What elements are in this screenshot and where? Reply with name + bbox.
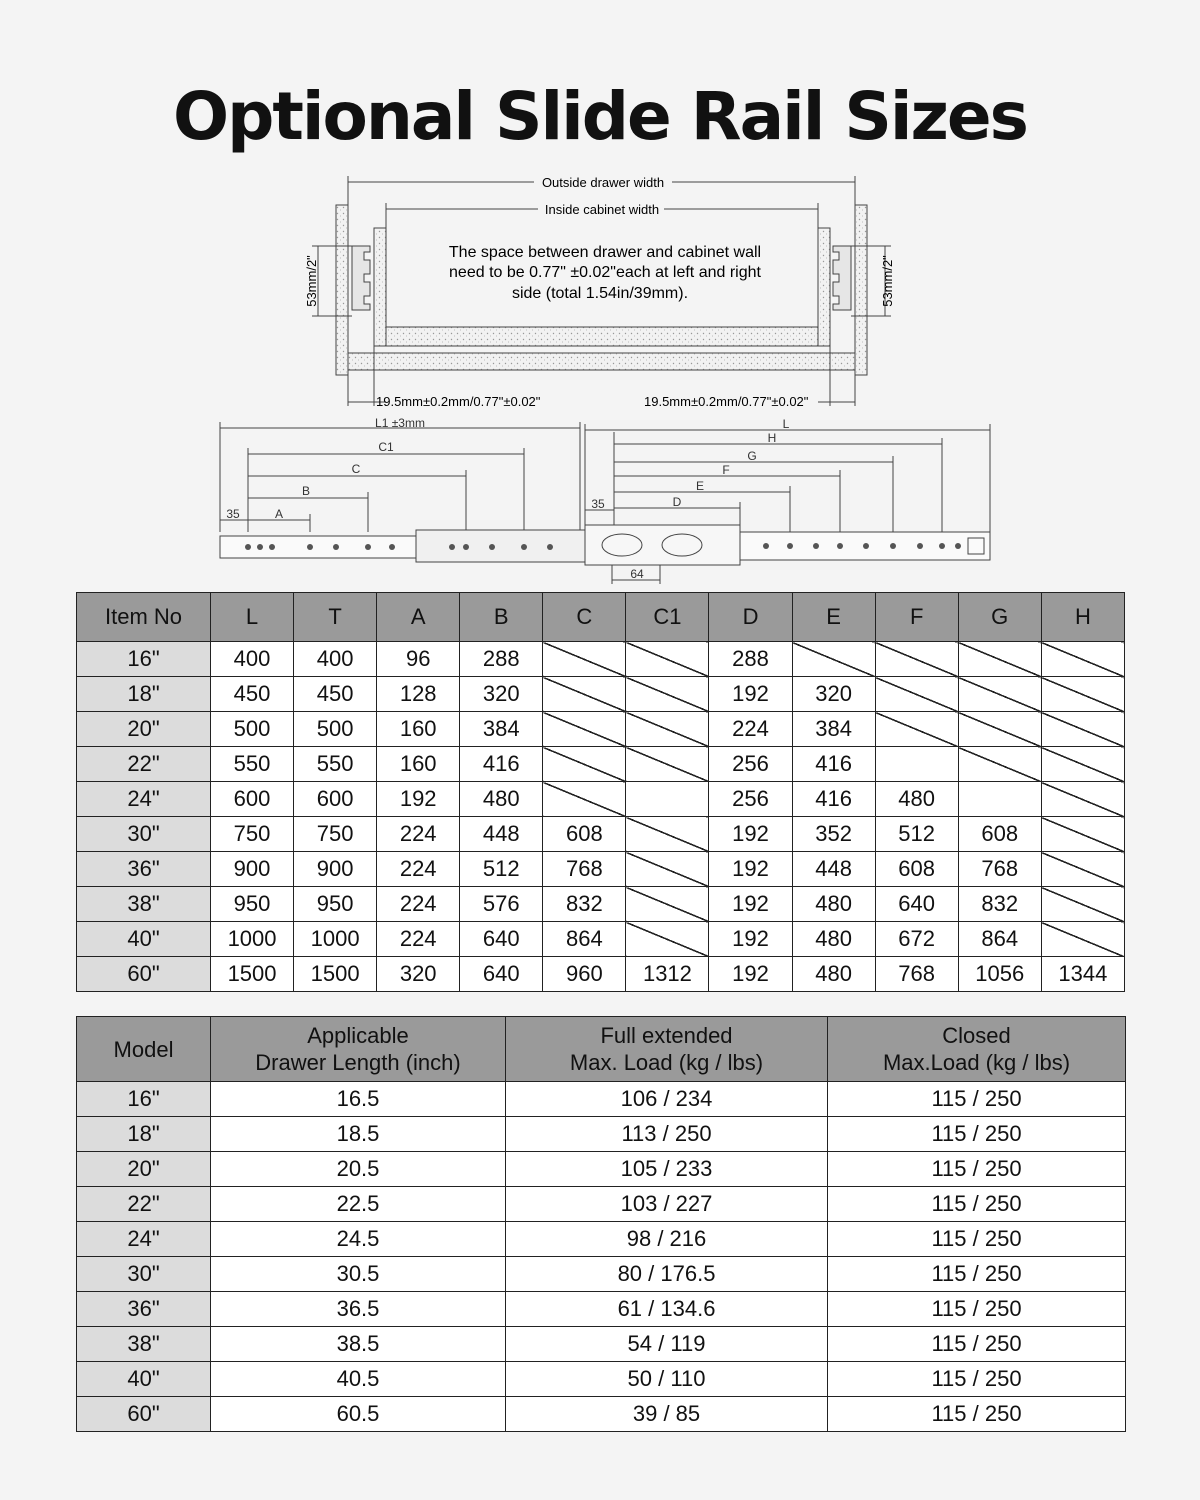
dim-c1: C1 bbox=[378, 440, 394, 454]
size-cell: 640 bbox=[460, 957, 543, 992]
size-cell: 224 bbox=[377, 852, 460, 887]
not-applicable-cell bbox=[1041, 887, 1124, 922]
size-cell: 1056 bbox=[958, 957, 1041, 992]
not-applicable-cell bbox=[958, 712, 1041, 747]
size-cell: 950 bbox=[294, 887, 377, 922]
size-cell: 512 bbox=[875, 817, 958, 852]
sizes-col-header: G bbox=[958, 593, 1041, 642]
size-cell: 256 bbox=[709, 747, 792, 782]
size-cell: 600 bbox=[294, 782, 377, 817]
size-cell: 960 bbox=[543, 957, 626, 992]
size-cell: 400 bbox=[211, 642, 294, 677]
not-applicable-cell bbox=[875, 642, 958, 677]
size-cell: 608 bbox=[875, 852, 958, 887]
not-applicable-cell bbox=[543, 642, 626, 677]
item-no-cell: 16" bbox=[77, 642, 211, 677]
table-row bbox=[77, 747, 1125, 782]
size-cell: 192 bbox=[709, 817, 792, 852]
sizes-col-header: H bbox=[1041, 593, 1124, 642]
table-row bbox=[77, 712, 1125, 747]
not-applicable-cell bbox=[543, 782, 626, 817]
not-applicable-cell bbox=[875, 712, 958, 747]
load-cell: 30.5 bbox=[211, 1257, 506, 1292]
model-cell: 38" bbox=[77, 1327, 211, 1362]
table-row bbox=[77, 1292, 1126, 1327]
item-no-cell: 20" bbox=[77, 712, 211, 747]
note-line-1: The space between drawer and cabinet wall bbox=[448, 244, 762, 261]
table-row bbox=[77, 1257, 1126, 1292]
size-cell: 450 bbox=[294, 677, 377, 712]
load-cell: 115 / 250 bbox=[828, 1292, 1126, 1327]
header-line: Applicable bbox=[307, 1023, 409, 1048]
sizes-col-header: D bbox=[709, 593, 792, 642]
dim-g: G bbox=[747, 449, 757, 463]
size-cell: 1500 bbox=[211, 957, 294, 992]
dim-a: A bbox=[274, 507, 284, 521]
table-row bbox=[77, 1152, 1126, 1187]
size-cell: 192 bbox=[709, 957, 792, 992]
not-applicable-cell bbox=[1041, 712, 1124, 747]
size-cell: 672 bbox=[875, 922, 958, 957]
size-cell: 400 bbox=[294, 642, 377, 677]
model-cell: 22" bbox=[77, 1187, 211, 1222]
header-line: Max.Load (kg / lbs) bbox=[882, 1050, 1071, 1075]
loads-header-row bbox=[77, 1017, 1126, 1082]
size-cell: 450 bbox=[211, 677, 294, 712]
size-cell: 1312 bbox=[626, 957, 709, 992]
size-cell: 550 bbox=[211, 747, 294, 782]
load-cell: 115 / 250 bbox=[828, 1117, 1126, 1152]
size-cell: 1500 bbox=[294, 957, 377, 992]
item-no-cell: 40" bbox=[77, 922, 211, 957]
size-cell: 768 bbox=[543, 852, 626, 887]
sizes-col-header: C1 bbox=[626, 593, 709, 642]
not-applicable-cell bbox=[626, 852, 709, 887]
load-cell: 103 / 227 bbox=[506, 1187, 828, 1222]
size-cell: 550 bbox=[294, 747, 377, 782]
sizes-header-row bbox=[77, 593, 1125, 642]
size-cell bbox=[875, 747, 958, 782]
inside-width-label: Inside cabinet width bbox=[544, 202, 660, 217]
size-cell: 1000 bbox=[294, 922, 377, 957]
header-line: Drawer Length (inch) bbox=[255, 1050, 461, 1075]
load-cell: 54 / 119 bbox=[506, 1327, 828, 1362]
not-applicable-cell bbox=[626, 712, 709, 747]
model-cell: 20" bbox=[77, 1152, 211, 1187]
load-cell: 115 / 250 bbox=[828, 1222, 1126, 1257]
size-cell: 512 bbox=[460, 852, 543, 887]
size-cell: 608 bbox=[958, 817, 1041, 852]
table-row bbox=[77, 782, 1125, 817]
model-cell: 24" bbox=[77, 1222, 211, 1257]
height-label-right: 53mm/2" bbox=[880, 255, 895, 307]
table-row bbox=[77, 1222, 1126, 1257]
not-applicable-cell bbox=[626, 677, 709, 712]
size-cell: 384 bbox=[792, 712, 875, 747]
loads-col-header bbox=[828, 1017, 1126, 1082]
table-row bbox=[77, 852, 1125, 887]
size-cell: 288 bbox=[709, 642, 792, 677]
model-cell: 18" bbox=[77, 1117, 211, 1152]
size-cell: 600 bbox=[211, 782, 294, 817]
size-cell: 480 bbox=[460, 782, 543, 817]
size-cell: 416 bbox=[792, 782, 875, 817]
not-applicable-cell bbox=[626, 817, 709, 852]
table-row bbox=[77, 957, 1125, 992]
size-cell: 192 bbox=[709, 887, 792, 922]
loads-col-header bbox=[506, 1017, 828, 1082]
dim-l1: L1 ±3mm bbox=[375, 416, 425, 430]
size-cell: 640 bbox=[875, 887, 958, 922]
not-applicable-cell bbox=[1041, 817, 1124, 852]
size-cell: 160 bbox=[377, 712, 460, 747]
size-cell: 900 bbox=[294, 852, 377, 887]
not-applicable-cell bbox=[543, 677, 626, 712]
item-no-cell: 38" bbox=[77, 887, 211, 922]
size-cell: 128 bbox=[377, 677, 460, 712]
size-cell: 256 bbox=[709, 782, 792, 817]
size-cell: 768 bbox=[875, 957, 958, 992]
size-cell: 192 bbox=[709, 677, 792, 712]
model-cell: 60" bbox=[77, 1397, 211, 1432]
not-applicable-cell bbox=[1041, 747, 1124, 782]
size-cell: 96 bbox=[377, 642, 460, 677]
not-applicable-cell bbox=[543, 747, 626, 782]
load-cell: 40.5 bbox=[211, 1362, 506, 1397]
size-cell: 608 bbox=[543, 817, 626, 852]
size-cell: 480 bbox=[792, 887, 875, 922]
size-cell: 500 bbox=[294, 712, 377, 747]
not-applicable-cell bbox=[1041, 642, 1124, 677]
dim-f: F bbox=[722, 463, 730, 477]
sizes-col-header: A bbox=[377, 593, 460, 642]
size-cell: 224 bbox=[709, 712, 792, 747]
size-cell: 192 bbox=[709, 922, 792, 957]
sizes-col-header: T bbox=[294, 593, 377, 642]
load-cell: 61 / 134.6 bbox=[506, 1292, 828, 1327]
load-cell: 113 / 250 bbox=[506, 1117, 828, 1152]
dim-e: E bbox=[695, 479, 705, 493]
load-cell: 20.5 bbox=[211, 1152, 506, 1187]
not-applicable-cell bbox=[1041, 677, 1124, 712]
dim-35-left: 35 bbox=[226, 507, 240, 521]
load-cell: 115 / 250 bbox=[828, 1327, 1126, 1362]
size-cell: 480 bbox=[792, 957, 875, 992]
item-no-cell: 18" bbox=[77, 677, 211, 712]
table-row bbox=[77, 1082, 1126, 1117]
note-line-3: side (total 1.54in/39mm). bbox=[511, 285, 689, 302]
not-applicable-cell bbox=[792, 642, 875, 677]
loads-col-header bbox=[211, 1017, 506, 1082]
not-applicable-cell bbox=[543, 712, 626, 747]
slide-rail-diagram bbox=[0, 170, 1200, 585]
size-cell: 192 bbox=[709, 852, 792, 887]
load-cell: 115 / 250 bbox=[828, 1152, 1126, 1187]
size-cell: 864 bbox=[958, 922, 1041, 957]
not-applicable-cell bbox=[958, 747, 1041, 782]
table-row bbox=[77, 677, 1125, 712]
size-cell: 416 bbox=[792, 747, 875, 782]
not-applicable-cell bbox=[958, 642, 1041, 677]
not-applicable-cell bbox=[626, 887, 709, 922]
size-cell: 832 bbox=[958, 887, 1041, 922]
dim-64: 64 bbox=[630, 567, 644, 581]
size-cell: 832 bbox=[543, 887, 626, 922]
load-cell: 115 / 250 bbox=[828, 1362, 1126, 1397]
load-cell: 98 / 216 bbox=[506, 1222, 828, 1257]
not-applicable-cell bbox=[1041, 782, 1124, 817]
load-cell: 24.5 bbox=[211, 1222, 506, 1257]
model-cell: 40" bbox=[77, 1362, 211, 1397]
table-row bbox=[77, 887, 1125, 922]
item-no-cell: 24" bbox=[77, 782, 211, 817]
load-cell: 39 / 85 bbox=[506, 1397, 828, 1432]
load-cell: 80 / 176.5 bbox=[506, 1257, 828, 1292]
loads-col-header bbox=[77, 1017, 211, 1082]
header-line: Closed bbox=[942, 1023, 1011, 1048]
header-line: Max. Load (kg / lbs) bbox=[569, 1050, 764, 1075]
dim-b: B bbox=[301, 484, 311, 498]
item-no-cell: 36" bbox=[77, 852, 211, 887]
load-cell: 38.5 bbox=[211, 1327, 506, 1362]
size-cell: 384 bbox=[460, 712, 543, 747]
table-row bbox=[77, 1117, 1126, 1152]
size-cell: 320 bbox=[460, 677, 543, 712]
load-cell: 115 / 250 bbox=[828, 1397, 1126, 1432]
table-row bbox=[77, 1362, 1126, 1397]
header-line: Full extended bbox=[600, 1023, 733, 1048]
sizes-col-header: E bbox=[792, 593, 875, 642]
size-cell: 950 bbox=[211, 887, 294, 922]
not-applicable-cell bbox=[1041, 852, 1124, 887]
size-cell: 192 bbox=[377, 782, 460, 817]
sizes-col-header: F bbox=[875, 593, 958, 642]
size-cell: 320 bbox=[377, 957, 460, 992]
page-title: Optional Slide Rail Sizes bbox=[173, 78, 1027, 155]
height-label-left: 53mm/2" bbox=[304, 255, 319, 307]
model-cell: 30" bbox=[77, 1257, 211, 1292]
dim-d: D bbox=[672, 495, 682, 509]
size-cell: 480 bbox=[875, 782, 958, 817]
load-cell: 105 / 233 bbox=[506, 1152, 828, 1187]
load-cell: 115 / 250 bbox=[828, 1187, 1126, 1222]
load-cell: 106 / 234 bbox=[506, 1082, 828, 1117]
size-cell: 900 bbox=[211, 852, 294, 887]
size-cell: 224 bbox=[377, 922, 460, 957]
load-cell: 18.5 bbox=[211, 1117, 506, 1152]
size-cell: 500 bbox=[211, 712, 294, 747]
size-cell: 448 bbox=[792, 852, 875, 887]
table-row bbox=[77, 817, 1125, 852]
size-cell bbox=[958, 782, 1041, 817]
not-applicable-cell bbox=[626, 747, 709, 782]
size-cell: 352 bbox=[792, 817, 875, 852]
size-cell: 640 bbox=[460, 922, 543, 957]
model-cell: 36" bbox=[77, 1292, 211, 1327]
size-cell: 416 bbox=[460, 747, 543, 782]
size-cell: 288 bbox=[460, 642, 543, 677]
size-cell: 320 bbox=[792, 677, 875, 712]
size-cell: 576 bbox=[460, 887, 543, 922]
load-cell: 115 / 250 bbox=[828, 1082, 1126, 1117]
not-applicable-cell bbox=[1041, 922, 1124, 957]
size-cell: 768 bbox=[958, 852, 1041, 887]
item-no-cell: 30" bbox=[77, 817, 211, 852]
table-row bbox=[77, 922, 1125, 957]
dim-c: C bbox=[351, 462, 361, 476]
item-no-cell: 60" bbox=[77, 957, 211, 992]
sizes-col-header: C bbox=[543, 593, 626, 642]
gap-label-left: 19.5mm±0.2mm/0.77"±0.02" bbox=[376, 394, 541, 409]
size-cell: 224 bbox=[377, 817, 460, 852]
dim-35-right: 35 bbox=[591, 497, 605, 511]
outside-width-label: Outside drawer width bbox=[541, 175, 665, 190]
size-cell: 1000 bbox=[211, 922, 294, 957]
item-no-cell: 22" bbox=[77, 747, 211, 782]
size-cell: 160 bbox=[377, 747, 460, 782]
not-applicable-cell bbox=[626, 922, 709, 957]
header-line: Model bbox=[113, 1036, 174, 1062]
not-applicable-cell bbox=[875, 677, 958, 712]
sizes-col-header: L bbox=[211, 593, 294, 642]
size-cell: 864 bbox=[543, 922, 626, 957]
load-capacity-table bbox=[76, 1016, 1126, 1432]
not-applicable-cell bbox=[958, 677, 1041, 712]
size-cell: 750 bbox=[211, 817, 294, 852]
sizes-col-header: B bbox=[460, 593, 543, 642]
rail-sizes-table bbox=[76, 592, 1125, 992]
not-applicable-cell bbox=[626, 642, 709, 677]
size-cell bbox=[626, 782, 709, 817]
table-row bbox=[77, 1327, 1126, 1362]
size-cell: 1344 bbox=[1041, 957, 1124, 992]
table-row bbox=[77, 1397, 1126, 1432]
load-cell: 36.5 bbox=[211, 1292, 506, 1327]
load-cell: 50 / 110 bbox=[506, 1362, 828, 1397]
dim-l: L bbox=[782, 417, 790, 431]
dim-h: H bbox=[767, 431, 777, 445]
load-cell: 115 / 250 bbox=[828, 1257, 1126, 1292]
size-cell: 224 bbox=[377, 887, 460, 922]
load-cell: 60.5 bbox=[211, 1397, 506, 1432]
size-cell: 448 bbox=[460, 817, 543, 852]
table-row bbox=[77, 642, 1125, 677]
load-cell: 22.5 bbox=[211, 1187, 506, 1222]
note-line-2: need to be 0.77" ±0.02"each at left and right bbox=[449, 264, 761, 281]
table-row bbox=[77, 1187, 1126, 1222]
sizes-col-header: Item No bbox=[77, 593, 211, 642]
model-cell: 16" bbox=[77, 1082, 211, 1117]
load-cell: 16.5 bbox=[211, 1082, 506, 1117]
gap-label-right: 19.5mm±0.2mm/0.77"±0.02" bbox=[644, 394, 809, 409]
size-cell: 750 bbox=[294, 817, 377, 852]
size-cell: 480 bbox=[792, 922, 875, 957]
